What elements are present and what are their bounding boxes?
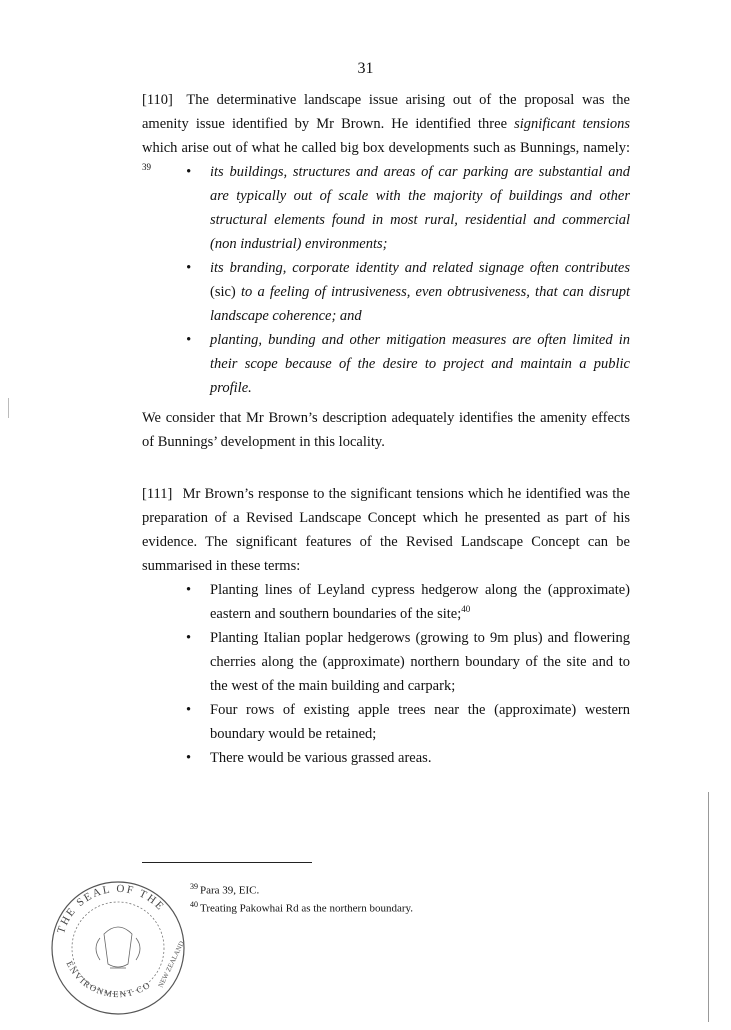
bullet-icon: • [186,164,192,180]
paragraph-label: [110] [142,92,173,108]
paragraph-text: The determinative landscape issue arising out of the proposal was the amenity issue identified by Mr Brown. He identified three [142,92,630,132]
paragraph-111 [142,482,630,578]
list-item: • Planting lines of Leyland cypress hedgerow along the (approximate) eastern and southern boundaries of the site;$^{40}$ [186,578,630,626]
paragraph-label: [111] [142,486,173,502]
list-item: • its buildings, structures and areas of car parking are substantial and are typically out of scale with the majority of buildings and other structural elements found in most rural, residential and commercial (non industrial) environments; [186,160,630,256]
svg-text:THE SEAL OF THE: THE SEAL OF THE [55,882,168,936]
conclusion-paragraph: We consider that Mr Brown’s description adequately identifies the amenity effects of Bunnings’ development in this locality. [142,410,630,450]
list-item: • Four rows of existing apple trees near the (approximate) western boundary would be retained; [186,698,630,746]
scan-edge-mark [8,398,9,418]
footnote-ref: 39 [142,162,151,173]
paragraph-text: which arise out of what he called big box developments such as Bunnings, namely: [142,140,630,156]
features-list [186,578,630,770]
svg-text:NEW ZEALAND: NEW ZEALAND [156,939,186,989]
list-item: • There would be various grassed areas. [186,746,630,770]
list-item: • its branding, corporate identity and related signage often contributes (sic) to a feeling of intrusiveness, even obtrusiveness, that can disrupt landscape coherence; and [186,256,630,328]
list-item: • planting, bunding and other mitigation measures are often limited in their scope because of the desire to project and maintain a public profile. [186,328,630,400]
court-seal-icon [44,868,192,1016]
footnote-divider [142,862,312,863]
bullet-icon: • [186,702,192,718]
tensions-list [186,160,630,400]
footnote-40: $^{40}$ Treating Pakowhai Rd as the northern boundary. [190,900,414,915]
svg-text:ENVIRONMENT CO: ENVIRONMENT CO [64,959,153,1000]
bullet-icon: • [186,260,192,276]
list-item: • Planting Italian poplar hedgerows (growing to 9m plus) and flowering cherries along the (approximate) northern boundary of the site and to the west of the main building and carpark; [186,626,630,698]
bullet-icon: • [186,630,192,646]
bullet-icon: • [186,582,192,598]
paragraph-italic-text: significant tensions [514,116,630,132]
bullet-icon: • [186,750,192,766]
paragraph-text: Mr Brown’s response to the significant tensions which he identified was the preparation of a Revised Landscape Concept which he presented as part of his evidence. The significant features of the Revised Landscape Concept can be summarised in these terms: [142,486,630,574]
footnote-ref: 40 [461,604,471,615]
footnote-39: $^{39}$ Para 39, EIC. [190,882,260,897]
bullet-icon: • [186,332,192,348]
page-number: 31 [357,60,374,77]
scan-edge-line [708,792,709,1022]
